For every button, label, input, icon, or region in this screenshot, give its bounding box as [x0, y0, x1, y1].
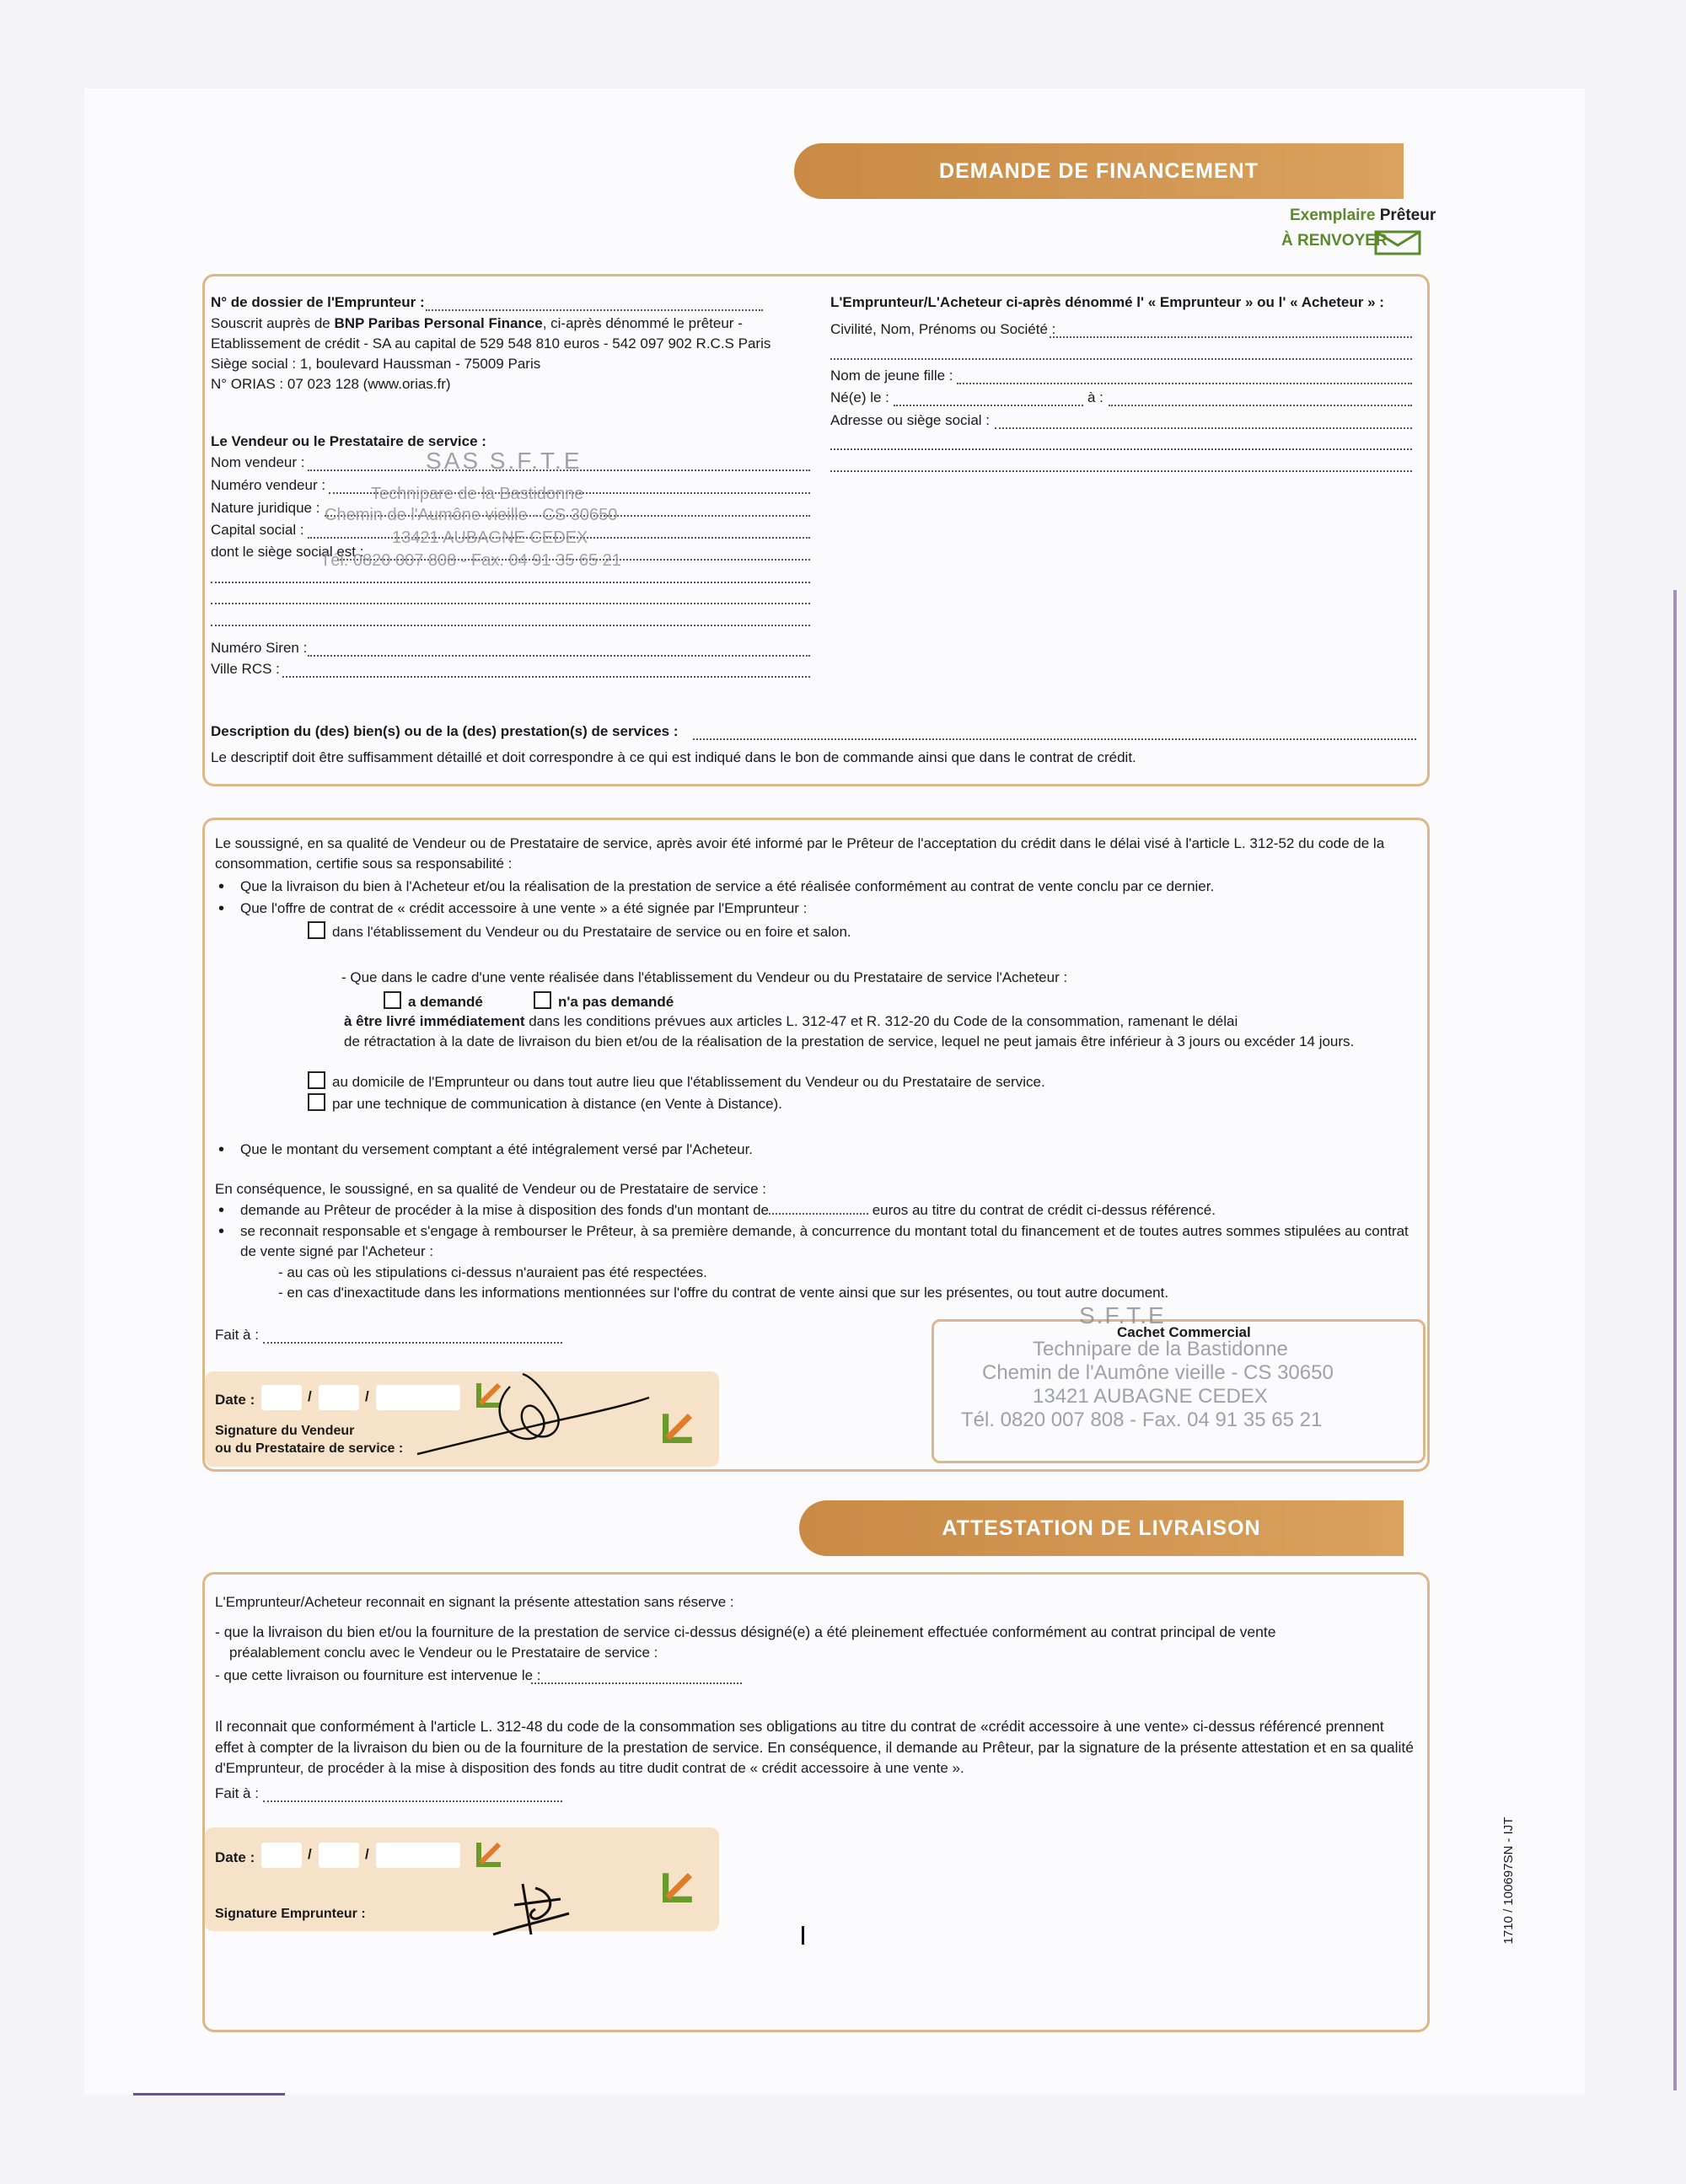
purple-edge-line — [133, 2093, 285, 2095]
date-separator: / — [308, 1388, 312, 1404]
vendor-capital-label: Capital social : — [211, 522, 304, 538]
delivery-line-3: préalablement conclu avec le Vendeur ou le Prestataire de service : — [229, 1645, 658, 1661]
address-label: Adresse ou siège social : — [830, 412, 990, 428]
consequence-bullet-2: • se reconnait responsable et s'engage à rembourser le Prêteur, à sa première demande, à concurrence du montant total du financement et de toutes autres sommes stipulées au contrat — [240, 1222, 1409, 1241]
borrower-date-month[interactable] — [319, 1843, 359, 1868]
borrower-signature — [489, 1875, 590, 1943]
cachet-label: Cachet Commercial — [1117, 1324, 1251, 1340]
vendor-date-month[interactable] — [319, 1385, 359, 1410]
vendor-legal-label: Nature juridique : — [211, 500, 320, 516]
purple-edge-line — [1673, 590, 1677, 2090]
consequence-dash-1: - au cas où les stipulations ci-dessus n'auraient pas été respectées. — [278, 1264, 707, 1280]
delivery-condition-2: de rétractation à la date de livraison du bien et/ou de la réalisation de la prestation de service, lequel ne peut jamais être inférieur à 3 jours ou excéder 14 jours. — [344, 1033, 1355, 1049]
birth-date-label: Né(e) le : — [830, 389, 889, 405]
stamp-name: S.F.T.E — [1079, 1302, 1166, 1328]
lender-line-2: Etablissement de crédit - SA au capital de 529 548 810 euros - 542 097 902 R.C.S Paris — [211, 335, 771, 351]
cert-bullet-3: • Que le montant du versement comptant a été intégralement versé par l'Acheteur. — [240, 1140, 753, 1159]
vendor-fait-label: Fait à : — [215, 1327, 259, 1343]
vendor-fait-field[interactable] — [263, 1342, 562, 1344]
vendor-date-day[interactable] — [261, 1385, 302, 1410]
arrow-icon — [658, 1408, 698, 1448]
birth-date-field[interactable] — [894, 405, 1083, 406]
description-field[interactable] — [693, 738, 1416, 740]
delivery-para-1: Il reconnait que conformément à l'article L. 312-48 du code de la consommation ses obligations au titre du contrat de «crédit accessoire à une vente» ci-dessus référencé prennent — [215, 1718, 1384, 1735]
vendor-seat-label: dont le siège social est : — [211, 544, 364, 560]
page-title: DEMANDE DE FINANCEMENT — [939, 158, 1259, 183]
date-separator: / — [308, 1846, 312, 1862]
borrower-date-year[interactable] — [376, 1843, 460, 1868]
description-note: Le descriptif doit être suffisamment détaillé et doit correspondre à ce qui est indiqué dans le bon de commande ainsi que dans le contrat de crédit. — [211, 749, 1136, 765]
delivery-condition: à être livré immédiatement dans les conditions prévues aux articles L. 312-47 et R. 312-20 du Code de la consommation, ramenant le délai — [344, 1013, 1238, 1029]
dossier-field[interactable] — [426, 309, 763, 311]
vendor-seat-field-2[interactable] — [211, 582, 810, 583]
stamp-line-4: Tél. 0820 007 808 - Fax. 04 91 35 65 21 — [961, 1409, 1323, 1431]
not-asked-checkbox[interactable] — [534, 991, 551, 1009]
option-in-store: dans l'établissement du Vendeur ou du Prestataire de service ou en foire et salon. — [308, 921, 851, 942]
vendor-number-label: Numéro vendeur : — [211, 477, 326, 493]
borrower-date-day[interactable] — [261, 1843, 302, 1868]
consequence-bullet-1: • demande au Prêteur de procéder à la mise à disposition des fonds d'un montant de euros au titre du contrat de crédit ci-dessus référencé. — [240, 1201, 1216, 1220]
consequence-intro: En conséquence, le soussigné, en sa qualité de Vendeur ou de Prestataire de service : — [215, 1181, 766, 1197]
date-separator: / — [365, 1388, 369, 1404]
maiden-name-field[interactable] — [957, 383, 1412, 384]
lender-line-3: Siège social : 1, boulevard Haussman - 75009 Paris — [211, 356, 541, 372]
not-asked-option: n'a pas demandé — [534, 991, 674, 1012]
vendor-stamp-line-3: 13421 AUBAGNE CEDEX — [392, 529, 588, 547]
title-band — [794, 143, 1404, 199]
description-heading: Description du (des) bien(s) ou de la (des) prestation(s) de services : — [211, 723, 679, 739]
civility-label: Civilité, Nom, Prénoms ou Société : — [830, 321, 1056, 337]
borrower-fait-label: Fait à : — [215, 1785, 259, 1801]
address-field[interactable] — [995, 427, 1412, 429]
cert-intro-2: consommation, certifie sous sa responsabilité : — [215, 856, 513, 872]
stamp-line-1: Technipare de la Bastidonne — [1033, 1338, 1288, 1360]
vendor-seat-field-4[interactable] — [211, 625, 810, 626]
civility-field-2[interactable] — [830, 358, 1412, 360]
birth-place-field[interactable] — [1109, 405, 1412, 406]
delivery-para-3: d'Emprunteur, de procéder à la mise à disposition des fonds au titre dudit contrat de « crédit accessoire à une vente ». — [215, 1760, 964, 1776]
amount-field[interactable] — [769, 1213, 868, 1215]
side-code: 1710 / 100697SN - IJT — [1501, 1816, 1516, 1945]
vendor-signature-label-2: ou du Prestataire de service : — [215, 1441, 404, 1456]
delivery-line-1: L'Emprunteur/Acheteur reconnait en signant la présente attestation sans réserve : — [215, 1594, 734, 1610]
vendor-seat-field-3[interactable] — [211, 603, 810, 604]
borrower-fait-field[interactable] — [263, 1800, 562, 1802]
return-label: À RENVOYER — [1281, 232, 1388, 250]
envelope-icon — [1374, 230, 1421, 255]
sub-intro: - Que dans le cadre d'une vente réalisée dans l'établissement du Vendeur ou du Prestataire de service l'Acheteur : — [341, 969, 1068, 985]
maiden-name-label: Nom de jeune fille : — [830, 368, 953, 384]
delivery-title: ATTESTATION DE LIVRAISON — [942, 1516, 1261, 1540]
option-distance: par une technique de communication à distance (en Vente à Distance). — [308, 1093, 782, 1113]
consequence-bullet-2-cont: de vente signé par l'Acheteur : — [240, 1243, 434, 1259]
date-separator: / — [365, 1846, 369, 1862]
vendor-name-label: Nom vendeur : — [211, 454, 305, 470]
asked-checkbox[interactable] — [384, 991, 401, 1009]
vendor-signature — [409, 1370, 653, 1462]
vendor-rcs-field[interactable] — [282, 676, 810, 678]
civility-field[interactable] — [1050, 336, 1412, 338]
address-field-3[interactable] — [830, 470, 1412, 472]
borrower-date-label: Date : — [215, 1849, 255, 1865]
cert-bullet-2: • Que l'offre de contrat de « crédit accessoire à une vente » a été signée par l'Emprunteur : — [240, 899, 807, 918]
cert-bullet-1: • Que la livraison du bien à l'Acheteur et/ou la réalisation de la prestation de service a été réalisée conformément au contrat de vente conclu par ce dernier. — [240, 877, 1214, 896]
consequence-dash-2: - en cas d'inexactitude dans les informations mentionnées sur l'offre du contrat de vente ainsi que sur les présentes, ou tout autre document. — [278, 1285, 1169, 1301]
borrower-heading: L'Emprunteur/L'Acheteur ci-après dénommé l' « Emprunteur » ou l' « Acheteur » : — [830, 294, 1384, 310]
delivery-title-band — [799, 1500, 1404, 1556]
vendor-siren-field[interactable] — [308, 655, 810, 657]
stray-mark — [802, 1926, 804, 1945]
document-sheet — [84, 89, 1585, 2095]
option-home: au domicile de l'Emprunteur ou dans tout autre lieu que l'établissement du Vendeur ou du Prestataire de service. — [308, 1071, 1045, 1092]
vendor-rcs-label: Ville RCS : — [211, 661, 280, 677]
borrower-signature-label: Signature Emprunteur : — [215, 1907, 366, 1921]
arrow-icon — [472, 1838, 506, 1871]
distance-checkbox[interactable] — [308, 1093, 325, 1111]
in-store-checkbox[interactable] — [308, 921, 325, 939]
vendor-date-label: Date : — [215, 1392, 255, 1408]
stamp-line-2: Chemin de l'Aumône vieille - CS 30650 — [982, 1361, 1334, 1384]
stamp-line-3: 13421 AUBAGNE CEDEX — [1033, 1385, 1268, 1408]
delivery-line-2: - que la livraison du bien et/ou la fourniture de la prestation de service ci-dessus désigné(e) a été pleinement effectuée conformément au contrat principal de vente — [215, 1623, 1276, 1640]
arrow-icon — [658, 1867, 698, 1908]
delivery-line-4: - que cette livraison ou fourniture est intervenue le : — [215, 1667, 541, 1683]
lender-line-1: Souscrit auprès de BNP Paribas Personal Finance, ci-après dénommé le prêteur - — [211, 315, 743, 331]
dossier-label: N° de dossier de l'Emprunteur : — [211, 294, 425, 310]
cert-intro-1: Le soussigné, en sa qualité de Vendeur ou de Prestataire de service, après avoir été informé par le Prêteur de l'acceptation du crédit dans le délai visé à l'article L. 312-52 du code de la — [215, 835, 1385, 851]
vendor-stamp-name: SAS S.F.T.E — [426, 448, 583, 474]
address-field-2[interactable] — [830, 448, 1412, 450]
home-checkbox[interactable] — [308, 1071, 325, 1089]
vendor-signature-label-1: Signature du Vendeur — [215, 1424, 355, 1438]
copy-label: Exemplaire Prêteur — [1290, 207, 1436, 224]
delivery-para-2: effet à compter de la livraison du bien ou de la fourniture de la prestation de service. En conséquence, il demande au Prêteur, par la signature de la présente attestation et en sa qualité — [215, 1739, 1414, 1756]
asked-option: a demandé — [384, 991, 483, 1012]
delivery-date-field[interactable] — [531, 1682, 742, 1684]
birth-place-label: à : — [1087, 389, 1103, 405]
vendor-stamp-line-2: Chemin de l'Aumône vieille - CS 30650 — [325, 506, 618, 524]
lender-line-4: N° ORIAS : 07 023 128 (www.orias.fr) — [211, 376, 451, 392]
vendor-stamp-line-4: Tél. 0820 007 808 - Fax. 04 91 35 65 21 — [320, 551, 621, 570]
vendor-heading: Le Vendeur ou le Prestataire de service : — [211, 433, 486, 449]
vendor-stamp-line-1: Technipare de la Bastidonne — [371, 485, 584, 503]
vendor-siren-label: Numéro Siren : — [211, 640, 308, 656]
